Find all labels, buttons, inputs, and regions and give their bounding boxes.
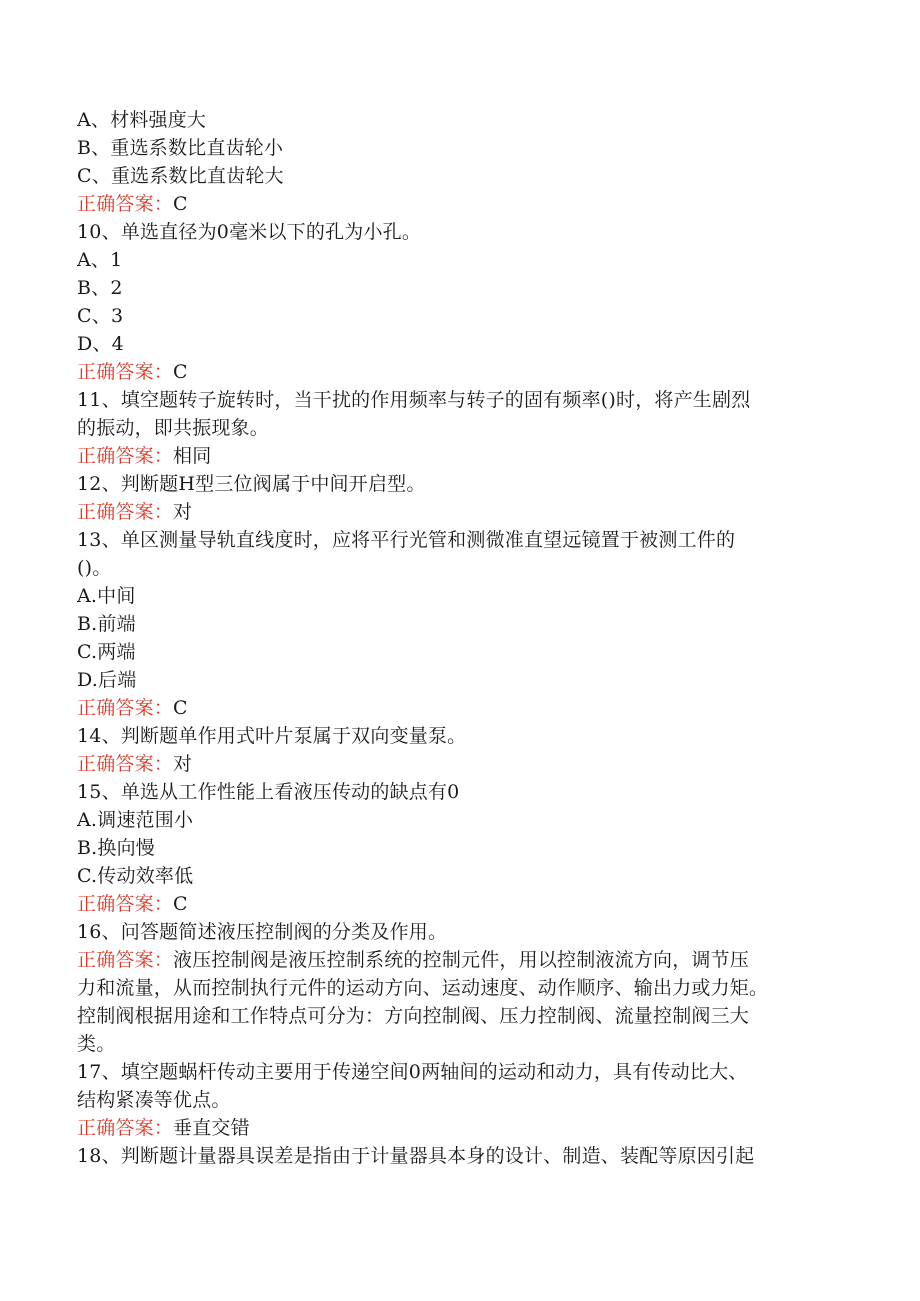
text-line: 10、单选直径为0毫米以下的孔为小孔。: [77, 221, 422, 243]
text-line: D、4: [77, 333, 124, 355]
answer-text: C: [173, 697, 188, 719]
text-line: 12、判断题H型三位阀属于中间开启型。: [77, 473, 426, 495]
document-body: [77, 106, 847, 1170]
answer-label: 正确答案：: [77, 893, 174, 915]
answer-text: C: [173, 893, 188, 915]
text-line: 18、判断题计量器具误差是指由于计量器具本身的设计、制造、装配等原因引起: [77, 1145, 755, 1167]
text-line: A、1: [77, 249, 123, 271]
answer-text: C: [173, 193, 188, 215]
answer-text: 相同: [173, 445, 212, 467]
answer-text: 液压控制阀是液压控制系统的控制元件，用以控制液流方向，调节压: [173, 949, 750, 971]
answer-line: [77, 442, 847, 470]
text-line: 控制阀根据用途和工作特点可分为：方向控制阀、压力控制阀、流量控制阀三大: [77, 1005, 750, 1027]
text-line: B.换向慢: [77, 837, 156, 859]
text-line: A.调速范围小: [77, 809, 194, 831]
answer-line: [77, 498, 847, 526]
answer-line: [77, 1114, 847, 1142]
text-line: 11、填空题转子旋转时，当干扰的作用频率与转子的固有频率()时，将产生剧烈: [77, 389, 751, 411]
text-line: D.后端: [77, 669, 137, 691]
answer-line: [77, 946, 847, 974]
text-line: B.前端: [77, 613, 136, 635]
answer-line: [77, 750, 847, 778]
answer-label: 正确答案：: [77, 361, 174, 383]
answer-label: 正确答案：: [77, 445, 174, 467]
text-line: 力和流量，从而控制执行元件的运动方向、运动速度、动作顺序、输出力或力矩。: [77, 977, 769, 999]
text-line: 14、判断题单作用式叶片泵属于双向变量泵。: [77, 725, 467, 747]
answer-line: [77, 358, 847, 386]
answer-label: 正确答案：: [77, 697, 174, 719]
answer-text: 对: [173, 753, 193, 775]
text-line: A、材料强度大: [77, 109, 207, 131]
text-line: ()。: [77, 557, 112, 579]
text-line: C、重选系数比直齿轮大: [77, 165, 284, 187]
text-line: 结构紧凑等优点。: [77, 1089, 231, 1111]
text-line: B、2: [77, 277, 123, 299]
answer-label: 正确答案：: [77, 949, 174, 971]
text-line: C.传动效率低: [77, 865, 194, 887]
answer-text: C: [173, 361, 188, 383]
answer-label: 正确答案：: [77, 753, 174, 775]
text-line: 13、单区测量导轨直线度时，应将平行光管和测微准直望远镜置于被测工件的: [77, 529, 736, 551]
answer-label: 正确答案：: [77, 193, 174, 215]
text-line: A.中间: [77, 585, 136, 607]
text-line: 类。: [77, 1033, 116, 1055]
text-line: 17、填空题蜗杆传动主要用于传递空间0两轴间的运动和动力，具有传动比大、: [77, 1061, 748, 1083]
text-line: C、3: [77, 305, 124, 327]
text-line: 的振动，即共振现象。: [77, 417, 270, 439]
answer-text: 垂直交错: [173, 1117, 250, 1139]
answer-line: [77, 890, 847, 918]
answer-label: 正确答案：: [77, 1117, 174, 1139]
text-line: C.两端: [77, 641, 136, 663]
answer-label: 正确答案：: [77, 501, 174, 523]
text-line: 16、问答题简述液压控制阀的分类及作用。: [77, 921, 448, 943]
answer-text: 对: [173, 501, 193, 523]
text-line: B、重选系数比直齿轮小: [77, 137, 284, 159]
text-line: 15、单选从工作性能上看液压传动的缺点有0: [77, 781, 460, 803]
answer-line: [77, 694, 847, 722]
answer-line: [77, 190, 847, 218]
